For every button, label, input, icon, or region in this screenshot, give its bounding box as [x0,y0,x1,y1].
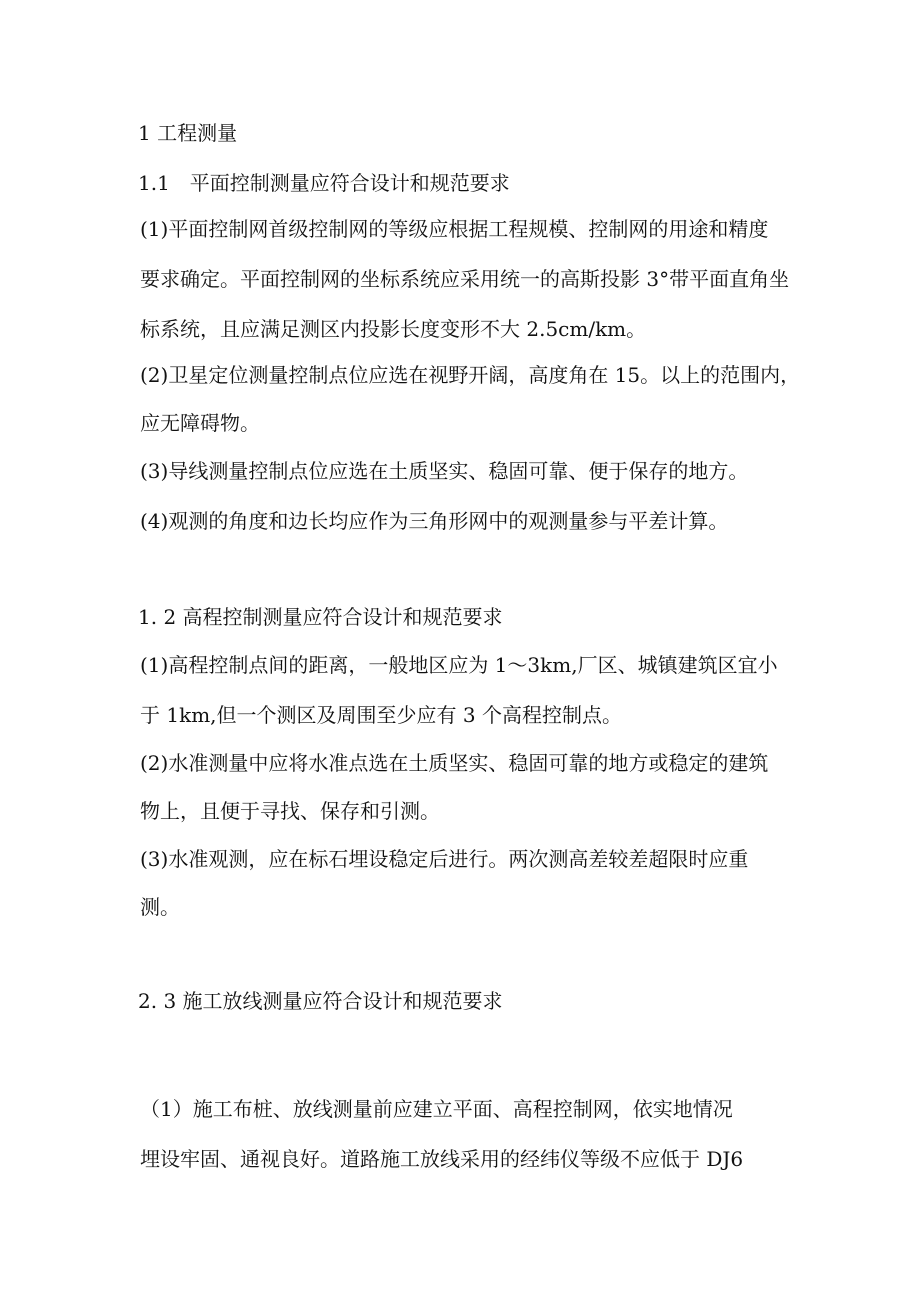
paragraph-line: (3)导线测量控制点位应选在土质坚实、稳固可靠、便于保存的地方。 [140,459,749,483]
paragraph-line: 要求确定。平面控制网的坐标系统应采用统一的高斯投影 3°带平面直角坐 [140,267,790,291]
paragraph-line: (2)水准测量中应将水准点选在土质坚实、稳固可靠的地方或稳定的建筑 [140,751,769,775]
paragraph-line: 于 1km,但一个测区及周围至少应有 3 个高程控制点。 [140,703,622,727]
paragraph-line: (3)水准观测，应在标石埋设稳定后进行。两次测高差较差超限时应重 [140,847,749,871]
section-heading-2-3: 2. 3 施工放线测量应符合设计和规范要求 [138,989,503,1013]
paragraph-line: 物上，且便于寻找、保存和引测。 [140,799,440,823]
paragraph-line: (1)平面控制网首级控制网的等级应根据工程规模、控制网的用途和精度 [140,217,769,241]
paragraph-line: （1）施工布桩、放线测量前应建立平面、高程控制网，依实地情况 [140,1097,733,1121]
paragraph-line: 埋设牢固、通视良好。道路施工放线采用的经纬仪等级不应低于 DJ6 [140,1147,744,1171]
section-heading-1-2: 1. 2 高程控制测量应符合设计和规范要求 [138,605,503,629]
section-heading-1-1: 1.1 平面控制测量应符合设计和规范要求 [138,171,510,195]
paragraph-line: (4)观测的角度和边长均应作为三角形网中的观测量参与平差计算。 [140,509,729,533]
section-heading-1: 1 工程测量 [138,121,238,145]
paragraph-line: 标系统，且应满足测区内投影长度变形不大 2.5cm/km。 [140,317,647,341]
paragraph-line: 测。 [140,895,180,919]
paragraph-line: (1)高程控制点间的距离，一般地区应为 1～3km,厂区、城镇建筑区宜小 [140,653,778,677]
paragraph-line: (2)卫星定位测量控制点位应选在视野开阔，高度角在 15。以上的范围内， [140,363,801,387]
paragraph-line: 应无障碍物。 [140,411,260,435]
